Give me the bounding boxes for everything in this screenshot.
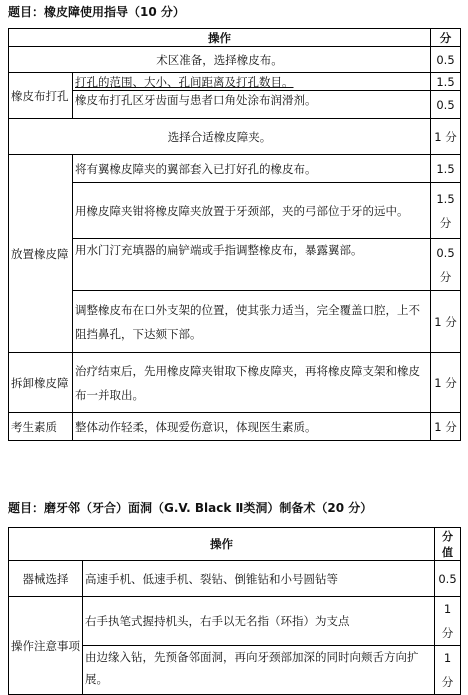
section1-header-operation: 操作 <box>9 29 431 47</box>
section2-title: 题目：磨牙邻（牙合）面洞（G.V. Black Ⅱ类洞）制备术（20 分） <box>8 501 373 515</box>
section1-table <box>8 28 461 441</box>
row-remove: 治疗结束后，先用橡皮障夹钳取下橡皮障夹，再将橡皮障支架和橡皮布一并取出。 <box>73 353 431 413</box>
label-instruments: 器械选择 <box>9 561 83 597</box>
row-punch-range: 打孔的范围、大小、孔间距离及打孔数目。 <box>73 73 431 91</box>
section2-header-score: 分值 <box>435 528 461 561</box>
row-drill-entry: 由边缘入钻，先预备邻面洞，再向牙颈部加深的同时向颊舌方向扩展。 <box>83 646 435 695</box>
score-lubricant: 0.5 <box>431 91 461 119</box>
score-punch-range: 1.5 <box>431 73 461 91</box>
row-lubricant: 橡皮布打孔区牙齿面与患者口角处涂布润滑剂。 <box>73 91 431 119</box>
row-frame: 调整橡皮布在口外支架的位置，使其张力适当，完全覆盖口腔，上不阻挡鼻孔，下达颏下部。 <box>73 291 431 353</box>
score-instruments: 0.5 <box>435 561 461 597</box>
score-adjust-wing: 0.5 分 <box>431 239 461 291</box>
label-quality: 考生素质 <box>9 413 73 441</box>
row-grip: 右手执笔式握持机头，右手以无名指（环指）为支点 <box>83 597 435 646</box>
label-remove: 拆卸橡皮障 <box>9 353 73 413</box>
section1-header-score: 分 <box>431 29 461 47</box>
score-quality: 1 分 <box>431 413 461 441</box>
score-clamp-forceps: 1.5 分 <box>431 183 461 239</box>
row-adjust-wing: 用水门汀充填器的扁铲端或手指调整橡皮布，暴露翼部。 <box>73 239 431 291</box>
score-select-clamp: 1 分 <box>431 119 461 155</box>
score-remove: 1 分 <box>431 353 461 413</box>
section1-title: 题目：橡皮障使用指导（10 分） <box>8 5 185 19</box>
row-instruments: 高速手机、低速手机、裂钻、倒锥钻和小号圆钻等 <box>83 561 435 597</box>
section2-header-operation: 操作 <box>9 528 435 561</box>
label-punch: 橡皮布打孔 <box>9 73 73 119</box>
row-prep: 术区准备，选择橡皮布。 <box>9 47 431 73</box>
score-wing: 1.5 <box>431 155 461 183</box>
score-frame: 1 分 <box>431 291 461 353</box>
score-grip: 1 分 <box>435 597 461 646</box>
score-drill-entry: 1 分 <box>435 646 461 695</box>
score-prep: 0.5 <box>431 47 461 73</box>
label-place: 放置橡皮障 <box>9 155 73 353</box>
row-select-clamp: 选择合适橡皮障夹。 <box>9 119 431 155</box>
section2-table <box>8 527 461 695</box>
row-quality: 整体动作轻柔，体现爱伤意识，体现医生素质。 <box>73 413 431 441</box>
row-clamp-forceps: 用橡皮障夹钳将橡皮障夹放置于牙颈部，夹的弓部位于牙的远中。 <box>73 183 431 239</box>
row-wing: 将有翼橡皮障夹的翼部套入已打好孔的橡皮布。 <box>73 155 431 183</box>
label-precautions: 操作注意事项 <box>9 597 83 695</box>
